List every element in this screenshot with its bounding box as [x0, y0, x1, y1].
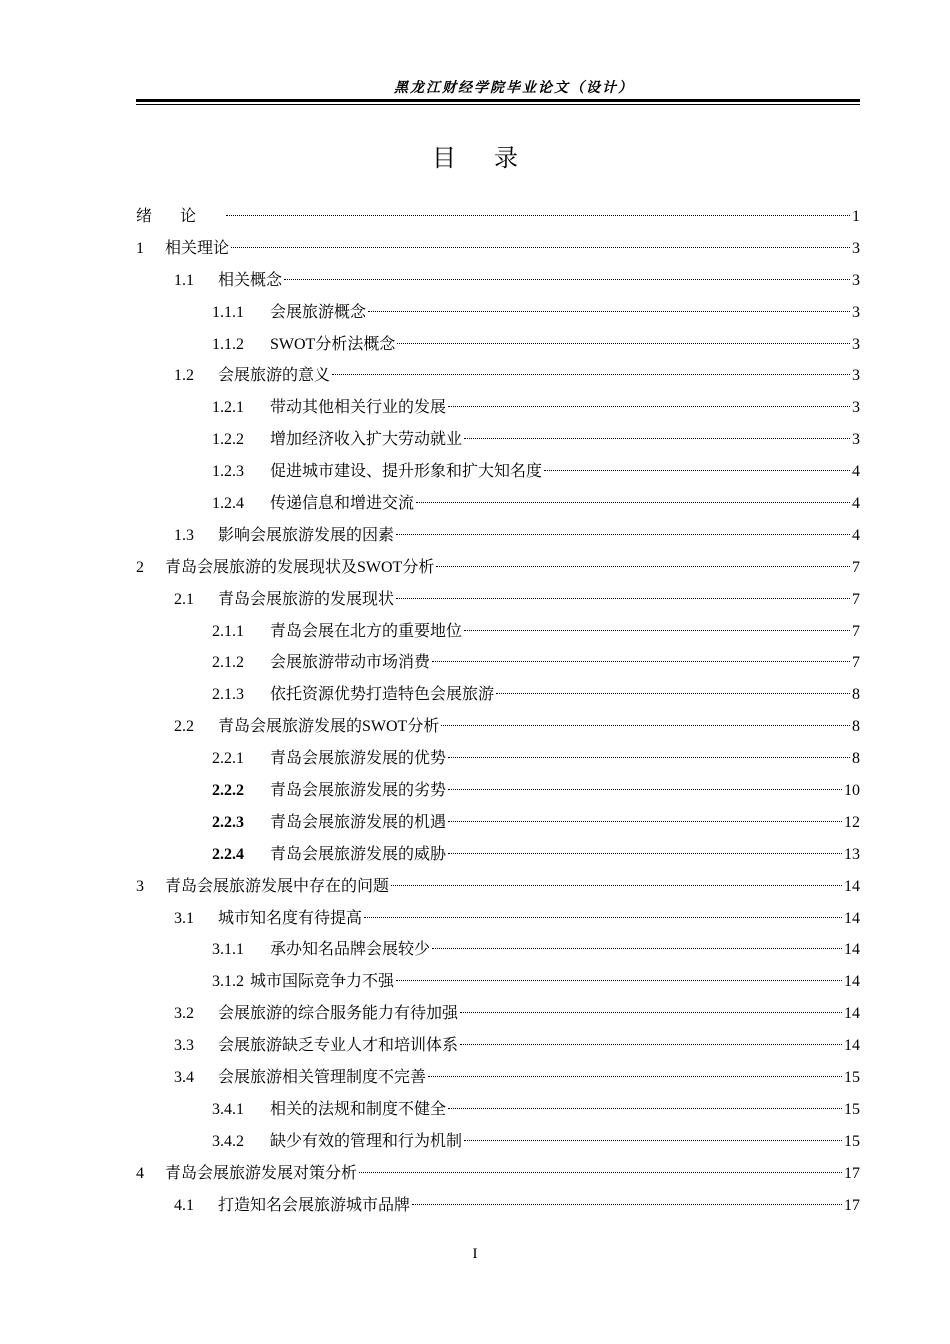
- toc-entry-title: 承办知名品牌会展较少: [270, 941, 431, 959]
- toc-entry-number: 1.1: [174, 271, 194, 289]
- toc-entry-page: 14: [844, 941, 860, 959]
- toc-dot-leader: [460, 1012, 842, 1013]
- toc-entry-number: 1.1.1: [212, 303, 244, 321]
- toc-entry-number: 2.2.2: [212, 782, 244, 800]
- toc-dot-leader: [448, 406, 850, 407]
- toc-entry-title: 青岛会展旅游发展的SWOT分析: [218, 718, 440, 736]
- toc-entry-title: 促进城市建设、提升形象和扩大知名度: [270, 463, 543, 481]
- toc-entry-number: 2.2.4: [212, 845, 244, 863]
- toc-entry[interactable]: [136, 871, 860, 903]
- toc-entry-page: 14: [844, 877, 860, 895]
- toc-entry[interactable]: [136, 1094, 860, 1126]
- toc-entry[interactable]: [136, 392, 860, 424]
- toc-entry-number: 2: [136, 558, 144, 576]
- toc-entry-page: 3: [852, 271, 860, 289]
- toc-entry-number: 2.1: [174, 590, 194, 608]
- toc-entry-page: 3: [852, 335, 860, 353]
- toc-entry-number: 1.2.3: [212, 463, 244, 481]
- toc-dot-leader: [496, 693, 850, 694]
- toc-entry[interactable]: [136, 456, 860, 488]
- toc-entry-title: 会展旅游带动市场消费: [270, 654, 431, 672]
- toc-entry-number: 3.2: [174, 1005, 194, 1023]
- toc-entry[interactable]: [136, 711, 860, 743]
- toc-dot-leader: [448, 821, 842, 822]
- toc-entry-number: 3: [136, 877, 144, 895]
- toc-entry-number: 3.4: [174, 1069, 194, 1087]
- toc-entry-page: 8: [852, 718, 860, 736]
- toc-entry-page: 4: [852, 526, 860, 544]
- toc-entry-page: 12: [844, 813, 860, 831]
- toc-entry-page: 15: [844, 1100, 860, 1118]
- running-header: 黑龙江财经学院毕业论文（设计）: [394, 81, 634, 96]
- toc-entry-page: 10: [844, 782, 860, 800]
- toc-entry-title: 会展旅游缺乏专业人才和培训体系: [218, 1037, 459, 1055]
- toc-entry-page: 14: [844, 1005, 860, 1023]
- toc-entry-page: 14: [844, 973, 860, 991]
- header-rule-thick: [136, 99, 860, 102]
- toc-dot-leader: [448, 853, 842, 854]
- toc-entry[interactable]: [136, 488, 860, 520]
- toc-entry-title: 青岛会展旅游发展的威胁: [270, 845, 447, 863]
- toc-entry-page: 15: [844, 1069, 860, 1087]
- toc-entry[interactable]: [136, 839, 860, 871]
- toc-dot-leader: [448, 789, 842, 790]
- toc-entry-number: 1.2.4: [212, 495, 244, 513]
- toc-entry-number: 1: [136, 239, 144, 257]
- toc-entry-title: 打造知名会展旅游城市品牌: [218, 1196, 411, 1214]
- toc-entry-page: 3: [852, 239, 860, 257]
- toc-entry-page: 3: [852, 399, 860, 417]
- toc-entry-number: 2.2.3: [212, 813, 244, 831]
- toc-entry[interactable]: [136, 679, 860, 711]
- toc-dot-leader: [332, 374, 850, 375]
- toc-entry-title: 会展旅游相关管理制度不完善: [218, 1069, 427, 1087]
- toc-entry[interactable]: [136, 329, 860, 361]
- toc-entry-title: 绪论: [136, 208, 225, 225]
- toc-entry-title: 会展旅游概念: [270, 303, 367, 321]
- toc-entry[interactable]: [136, 520, 860, 552]
- toc-entry-title: 青岛会展旅游发展的优势: [270, 750, 447, 768]
- toc-dot-leader: [396, 598, 850, 599]
- toc-entry-title: 城市国际竞争力不强: [250, 973, 395, 991]
- toc-entry-number: 3.4.2: [212, 1132, 244, 1150]
- toc-entry[interactable]: [136, 647, 860, 679]
- toc-entry[interactable]: [136, 743, 860, 775]
- toc-entry-number: 2.2.1: [212, 750, 244, 768]
- toc-entry-number: 2.1.1: [212, 622, 244, 640]
- toc-entry-number: 2.1.2: [212, 654, 244, 672]
- toc-entry-number: 2.2: [174, 718, 194, 736]
- toc-entry-title: 青岛会展在北方的重要地位: [270, 622, 463, 640]
- toc-entry-page: 1: [852, 208, 860, 225]
- toc-entry-number: 3.1.2: [212, 973, 244, 991]
- toc-entry[interactable]: [136, 201, 860, 233]
- toc-dot-leader: [416, 502, 850, 503]
- toc-entry-number: 3.4.1: [212, 1100, 244, 1118]
- toc-entry-number: 3.1.1: [212, 941, 244, 959]
- toc-dot-leader: [448, 757, 850, 758]
- toc-entry-page: 13: [844, 845, 860, 863]
- toc-dot-leader: [397, 343, 850, 344]
- toc-dot-leader: [364, 917, 842, 918]
- toc-dot-leader: [464, 438, 850, 439]
- toc-entry-title: 会展旅游的综合服务能力有待加强: [218, 1005, 459, 1023]
- toc-entry-page: 3: [852, 431, 860, 449]
- toc-dot-leader: [432, 948, 842, 949]
- toc-entry[interactable]: [136, 966, 860, 998]
- toc-entry[interactable]: [136, 775, 860, 807]
- toc-entry-title: 青岛会展旅游发展对策分析: [165, 1164, 358, 1182]
- toc-entry-page: 7: [852, 590, 860, 608]
- toc-entry-page: 3: [852, 303, 860, 321]
- toc-entry[interactable]: [136, 297, 860, 329]
- toc-entry[interactable]: [136, 1158, 860, 1190]
- toc-entry-page: 17: [844, 1196, 860, 1214]
- toc-entry[interactable]: [136, 424, 860, 456]
- toc-dot-leader: [359, 1172, 842, 1173]
- toc-entry-title: SWOT分析法概念: [270, 335, 396, 353]
- toc-entry-page: 4: [852, 463, 860, 481]
- toc-dot-leader: [231, 247, 850, 248]
- toc-entry-number: 1.3: [174, 526, 194, 544]
- toc-title: 目录: [432, 144, 556, 172]
- toc-entry[interactable]: [136, 998, 860, 1030]
- toc-entry-title: 传递信息和增进交流: [270, 495, 415, 513]
- toc-entry-number: 3.3: [174, 1037, 194, 1055]
- toc-entry-title: 缺少有效的管理和行为机制: [270, 1132, 463, 1150]
- toc-dot-leader: [464, 1140, 842, 1141]
- toc-dot-leader: [284, 279, 850, 280]
- toc-entry-title: 相关理论: [165, 239, 230, 257]
- toc-entry[interactable]: [136, 934, 860, 966]
- toc-entry-title: 相关的法规和制度不健全: [270, 1100, 447, 1118]
- toc-dot-leader: [436, 566, 850, 567]
- toc-entry-page: 14: [844, 1037, 860, 1055]
- toc-dot-leader: [396, 980, 842, 981]
- toc-entry[interactable]: [136, 616, 860, 648]
- header-rule-thin: [136, 104, 860, 105]
- toc-entry-title: 青岛会展旅游的发展现状: [218, 590, 395, 608]
- toc-entry-page: 7: [852, 654, 860, 672]
- toc-entry-page: 17: [844, 1164, 860, 1182]
- toc-entry-title: 带动其他相关行业的发展: [270, 399, 447, 417]
- toc-entry[interactable]: [136, 360, 860, 392]
- toc-entry[interactable]: [136, 1062, 860, 1094]
- toc-entry-page: 15: [844, 1132, 860, 1150]
- toc-entry-number: 4.1: [174, 1196, 194, 1214]
- toc-dot-leader: [412, 1204, 842, 1205]
- toc-dot-leader: [391, 885, 842, 886]
- toc-entry-page: 7: [852, 622, 860, 640]
- toc-entry-page: 7: [852, 558, 860, 576]
- toc-entry-number: 1.1.2: [212, 335, 244, 353]
- toc-dot-leader: [441, 725, 850, 726]
- toc-entry[interactable]: [136, 552, 860, 584]
- toc-entry-number: 1.2.2: [212, 431, 244, 449]
- toc-entry-page: 14: [844, 909, 860, 927]
- toc-entry-title: 依托资源优势打造特色会展旅游: [270, 686, 495, 704]
- toc-entry[interactable]: [136, 1030, 860, 1062]
- page-number: I: [472, 1246, 478, 1262]
- toc-entry[interactable]: [136, 1190, 860, 1222]
- toc-entry-title: 青岛会展旅游的发展现状及SWOT分析: [165, 558, 435, 576]
- toc-dot-leader: [396, 534, 850, 535]
- toc-entry-page: 8: [852, 750, 860, 768]
- toc-entry-title: 青岛会展旅游发展的劣势: [270, 782, 447, 800]
- toc-dot-leader: [464, 630, 850, 631]
- toc-dot-leader: [460, 1044, 842, 1045]
- toc-entry-number: 3.1: [174, 909, 194, 927]
- toc-entry-page: 4: [852, 495, 860, 513]
- toc-entry-number: 1.2: [174, 367, 194, 385]
- toc-dot-leader: [544, 470, 850, 471]
- toc-entry-page: 3: [852, 367, 860, 385]
- toc-entry-title: 青岛会展旅游发展中存在的问题: [165, 877, 390, 895]
- toc-entry[interactable]: [136, 807, 860, 839]
- toc-entry-title: 相关概念: [218, 271, 283, 289]
- toc-entry-number: 2.1.3: [212, 686, 244, 704]
- toc-entry[interactable]: [136, 233, 860, 265]
- toc-entry-title: 增加经济收入扩大劳动就业: [270, 431, 463, 449]
- toc-entry-page: 8: [852, 686, 860, 704]
- toc-dot-leader: [368, 311, 850, 312]
- toc-dot-leader: [428, 1076, 842, 1077]
- toc-entry[interactable]: [136, 584, 860, 616]
- toc-dot-leader: [432, 661, 850, 662]
- table-of-contents: [136, 201, 860, 1222]
- toc-dot-leader: [226, 215, 850, 216]
- toc-dot-leader: [448, 1108, 842, 1109]
- toc-entry-title: 城市知名度有待提高: [218, 909, 363, 927]
- toc-entry-number: 1.2.1: [212, 399, 244, 417]
- toc-entry-title: 会展旅游的意义: [218, 367, 331, 385]
- toc-entry-title: 青岛会展旅游发展的机遇: [270, 813, 447, 831]
- toc-entry[interactable]: [136, 265, 860, 297]
- toc-entry[interactable]: [136, 1126, 860, 1158]
- toc-entry-title: 影响会展旅游发展的因素: [218, 526, 395, 544]
- toc-entry[interactable]: [136, 903, 860, 935]
- toc-entry-number: 4: [136, 1164, 144, 1182]
